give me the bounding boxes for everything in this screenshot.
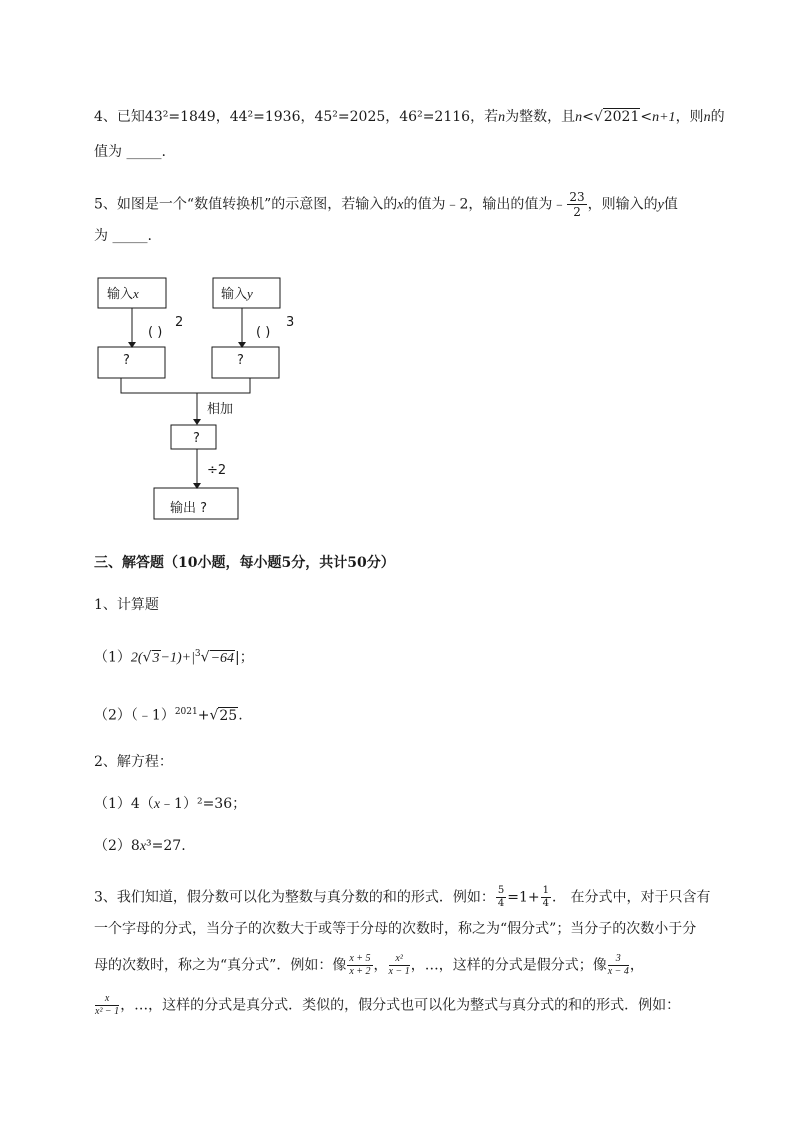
div-label: ÷2	[207, 463, 227, 478]
p3-f4-den: x² − 1	[95, 1006, 120, 1017]
p3-f3	[608, 953, 629, 978]
p3-line4-text: ，…，这样的分式是真分式．类似的，假分式也可以化为整式与真分式的和的形式．例如：	[120, 997, 681, 1014]
p1-item2-prefix: （2）（﹣1）	[94, 707, 175, 724]
conversion-flowchart	[90, 270, 295, 525]
p3-f1-num: x + 5	[349, 953, 371, 964]
p3-f4-num: x	[95, 993, 119, 1006]
q4-n-plus-1: n+1	[652, 110, 676, 125]
cube-result-q: ?	[237, 353, 244, 368]
p2-item2-var: x	[139, 839, 147, 854]
add-label: 相加	[207, 402, 234, 417]
p3-f4	[95, 993, 119, 1018]
p3-ex-eq: =1+	[507, 889, 540, 906]
p3-line2: 一个字母的分式，当分子的次数大于或等于分母的次数时，称之为“假分式”；当分子的次数小于分	[94, 921, 697, 937]
p3-f2-num: x²	[389, 953, 410, 966]
p3-comma1: ，	[373, 957, 388, 974]
p1-item2-end: .	[238, 707, 243, 724]
p3-ex-frac	[496, 885, 506, 910]
q4-lt1: <	[582, 109, 594, 125]
p1-cbrt-index: 3	[194, 649, 201, 659]
p3-ex-den: 4	[497, 898, 505, 909]
q5-var-y: y	[657, 197, 664, 213]
input-y-text: 输入y	[221, 286, 253, 302]
sum-q: ?	[193, 431, 200, 446]
p3-text-b: ． 在分式中，对于只含有	[552, 889, 711, 906]
q4-text-c: ，则	[675, 109, 704, 125]
p3-ex2-den: 4	[542, 898, 550, 909]
p3-f1	[347, 953, 372, 978]
arrowhead-add	[193, 419, 201, 425]
p1-item1-prefix: （1）	[94, 649, 131, 666]
p1-item1-b: −1)+|	[160, 650, 195, 666]
q5-text-a: 如图是一个“数值转换机”的示意图，若输入的	[116, 196, 398, 213]
p3-line1	[94, 885, 711, 910]
square-result-box	[98, 347, 165, 378]
cube-result-box	[212, 347, 279, 378]
q4-var-n: n	[498, 110, 506, 125]
q4-text-d: 的	[710, 109, 725, 125]
p1-item2-sqrt: 25	[219, 707, 238, 724]
op-cube-text: ( )	[256, 325, 271, 340]
op-square-text: ( )	[148, 325, 163, 340]
p2-item1-var: x	[153, 797, 161, 812]
p1-item1-c: |；	[235, 649, 254, 666]
square-result-q: ?	[123, 353, 130, 368]
q5-line2: 为 _____.	[94, 228, 152, 244]
p2-item1-b: ﹣1）²=36；	[160, 796, 247, 812]
p3-f2-den: x − 1	[388, 966, 410, 977]
q4-line1: 4、已知43²=1849，44²=1936，45²=2025，46²=2116，若n为整数，且n<√2021<n+1，则n的	[94, 109, 725, 125]
p2-item2	[94, 836, 186, 857]
p3-line3-b: ，…，这样的分式是假分式；像	[410, 957, 607, 974]
q5-text-b: 的值为﹣2，输出的值为﹣	[403, 196, 567, 213]
p3-f2	[389, 953, 410, 978]
q4-lt2: <	[640, 109, 653, 125]
p1-item1-sqrt: 3	[152, 650, 160, 666]
q5-text-c: ，则输入的	[587, 196, 658, 213]
p3-number: 3、	[94, 889, 117, 906]
p1-item1-cbrt: −64	[210, 650, 235, 666]
p2-item1-a: （1）4（	[94, 796, 154, 812]
p3-line3-a: 母的次数时，称之为“真分式”．例如：像	[94, 957, 347, 974]
p2-title: 2、解方程：	[94, 754, 173, 770]
q4-var-n-2: n	[575, 110, 583, 125]
section-heading: 三、解答题（10小题，每小题5分，共计50分）	[94, 555, 395, 571]
p3-line3-c: ，	[629, 957, 644, 974]
p3-f3-num: 3	[608, 953, 629, 966]
op-cube-exp: 3	[286, 315, 295, 330]
q5-frac-num: 23	[569, 190, 585, 204]
q4-var-n-3: n	[703, 110, 711, 125]
q5-line1	[94, 190, 678, 219]
q5-fraction	[567, 190, 586, 219]
q4-number: 4、	[94, 109, 117, 125]
p3-ex2-frac	[541, 885, 551, 910]
p3-f1-den: x + 2	[349, 966, 371, 977]
p1-item2: （2）（﹣1）$^{2021}$+√25.	[94, 707, 243, 724]
p1-item1-a: 2(	[130, 650, 143, 666]
q4-text-b: 为整数，且	[505, 109, 576, 125]
p2-item2-b: ³=27.	[146, 838, 186, 854]
q5-number: 5、	[94, 196, 117, 213]
p3-line4	[94, 993, 680, 1018]
output-text: 输出 ?	[170, 501, 208, 516]
p3-ex-num: 5	[497, 885, 505, 896]
p3-line3	[94, 953, 644, 978]
q4-line2: 值为 _____.	[94, 144, 166, 160]
p1-item2-exp: 2021	[174, 707, 198, 717]
q4-text-a: 已知43²=1849，44²=1936，45²=2025，46²=2116，若	[116, 109, 499, 125]
p1-item2-plus: +	[197, 707, 210, 724]
q4-radicand: 2021	[603, 109, 640, 125]
op-square-exp: 2	[175, 315, 184, 330]
p1-title: 1、计算题	[94, 597, 159, 613]
input-x-text: 输入x	[107, 286, 139, 302]
q5-text-d: 值	[663, 196, 678, 213]
p1-item1: $(1)2(√3-1)+|^3√-64|$；	[94, 649, 254, 666]
p3-text-a: 我们知道，假分数可以化为整数与真分数的和的形式．例如：	[116, 889, 495, 906]
p2-item1	[94, 794, 246, 815]
q5-frac-den: 2	[573, 205, 581, 219]
p3-ex2-num: 1	[542, 885, 550, 896]
join-line	[121, 378, 250, 393]
p2-item2-a: （2）8	[94, 838, 140, 854]
q5-var-x: x	[397, 197, 404, 213]
p3-f3-den: x − 4	[607, 966, 629, 977]
